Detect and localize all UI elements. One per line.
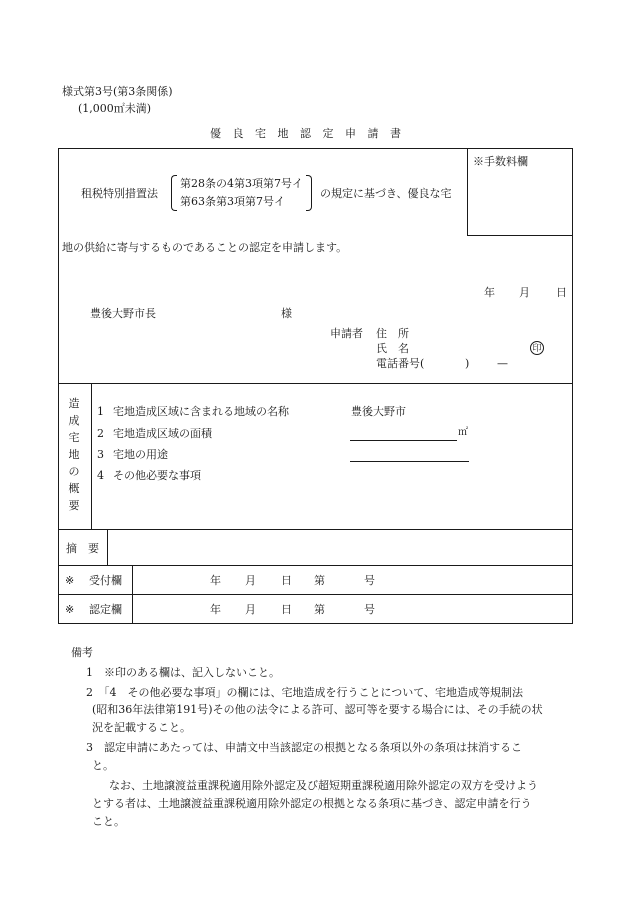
- note-3-line-2: と。: [92, 759, 114, 772]
- reception-top-border: [58, 565, 573, 566]
- item-label: 宅地造成区域の面積: [113, 427, 212, 440]
- area-note: (1,000㎡未満): [78, 102, 152, 115]
- right-bracket: [306, 175, 312, 211]
- item-number: 4: [97, 469, 104, 482]
- approval-go: 号: [364, 603, 375, 616]
- honorific: 様: [281, 307, 292, 320]
- note-2-line-3: 況を記載すること。: [92, 721, 191, 734]
- date-year: 年: [484, 286, 495, 299]
- clause-suffix: の規定に基づき、優良な宅: [320, 187, 452, 200]
- date-day: 日: [556, 286, 567, 299]
- notes-heading: 備考: [71, 646, 93, 659]
- phone-close: ): [465, 357, 470, 370]
- reception-label: 受付欄: [89, 574, 122, 587]
- reception-go: 号: [364, 574, 375, 587]
- reception-month: 月: [245, 574, 256, 587]
- article-2: 第63条第3項第7号イ: [180, 195, 285, 208]
- note-4-line-3: こと。: [92, 815, 125, 828]
- address-label: 住 所: [376, 327, 409, 340]
- side-char: 概: [68, 482, 80, 495]
- clause-continuation: 地の供給に寄与するものであることの認定を申請します。: [62, 241, 348, 254]
- item-label: 宅地造成区域に含まれる地域の名称: [113, 405, 289, 418]
- addressee: 豊後大野市長: [90, 307, 156, 320]
- side-char: 要: [68, 499, 80, 512]
- reception-mark: ※: [65, 574, 75, 587]
- phone-label: 電話番号(: [376, 357, 425, 370]
- approval-year: 年: [210, 603, 221, 616]
- side-char: 地: [68, 448, 80, 461]
- item-number: 3: [97, 448, 104, 461]
- note-4-line-2: とする者は、土地譲渡益重課税適用除外認定の根拠となる条項に基づき、認定申請を行う: [92, 797, 532, 810]
- approval-top-border: [58, 594, 573, 595]
- side-char: 造: [68, 397, 80, 410]
- name-label: 氏 名: [376, 342, 409, 355]
- area-unit: ㎡: [458, 427, 468, 438]
- summary-divider: [107, 529, 108, 565]
- note-1: 1 ※印のある欄は、記入しないこと。: [86, 666, 280, 679]
- reception-day: 日: [281, 574, 292, 587]
- side-char: の: [68, 465, 80, 478]
- approval-dai: 第: [314, 603, 325, 616]
- approval-label: 認定欄: [89, 603, 122, 616]
- note-2-line-2: (昭和36年法律第191号)その他の法令による許可、認可等を要する場合には、その手続の状: [92, 703, 543, 716]
- date-month: 月: [519, 286, 530, 299]
- item-label: その他必要な事項: [113, 469, 201, 482]
- item-number: 1: [97, 405, 104, 418]
- phone-dash: —: [497, 357, 508, 370]
- tax-law-prefix: 租税特別措置法: [81, 187, 158, 200]
- form-number: 様式第3号(第3条関係): [62, 85, 173, 98]
- summary-top-border: [58, 529, 573, 530]
- approval-day: 日: [281, 603, 292, 616]
- approval-mark: ※: [65, 603, 75, 616]
- overview-side-divider: [91, 383, 92, 529]
- fee-box-left-border: [467, 148, 468, 235]
- fee-box-label: ※手数料欄: [473, 155, 528, 168]
- summary-label: 摘 要: [66, 542, 99, 555]
- page-title: 優 良 宅 地 認 定 申 請 書: [210, 127, 405, 140]
- approval-month: 月: [245, 603, 256, 616]
- fee-box-bottom-border: [467, 235, 573, 236]
- left-bracket: [171, 175, 177, 211]
- reception-dai: 第: [314, 574, 325, 587]
- usage-underline: [350, 461, 469, 462]
- note-2-line-1: 2 「4 その他必要な事項」の欄には、宅地造成を行うことについて、宅地造成等規制法: [86, 686, 524, 699]
- applicant-label: 申請者: [330, 327, 363, 340]
- item-label: 宅地の用途: [113, 448, 168, 461]
- area-size-underline: [350, 440, 457, 441]
- article-1: 第28条の4第3項第7号イ: [180, 177, 303, 190]
- side-char: 成: [68, 414, 80, 427]
- overview-top-border: [58, 383, 573, 384]
- item-number: 2: [97, 427, 104, 440]
- side-char: 宅: [68, 431, 80, 444]
- seal-mark: 印: [530, 341, 544, 355]
- area-name-value: 豊後大野市: [351, 405, 406, 418]
- note-4-line-1: なお、土地譲渡益重課税適用除外認定及び超短期重課税適用除外認定の双方を受けよう: [109, 779, 538, 792]
- application-form: [58, 148, 573, 624]
- note-3-line-1: 3 認定申請にあたっては、申請文中当該認定の根拠となる条項以外の条項は抹消するこ: [86, 741, 522, 754]
- reception-year: 年: [210, 574, 221, 587]
